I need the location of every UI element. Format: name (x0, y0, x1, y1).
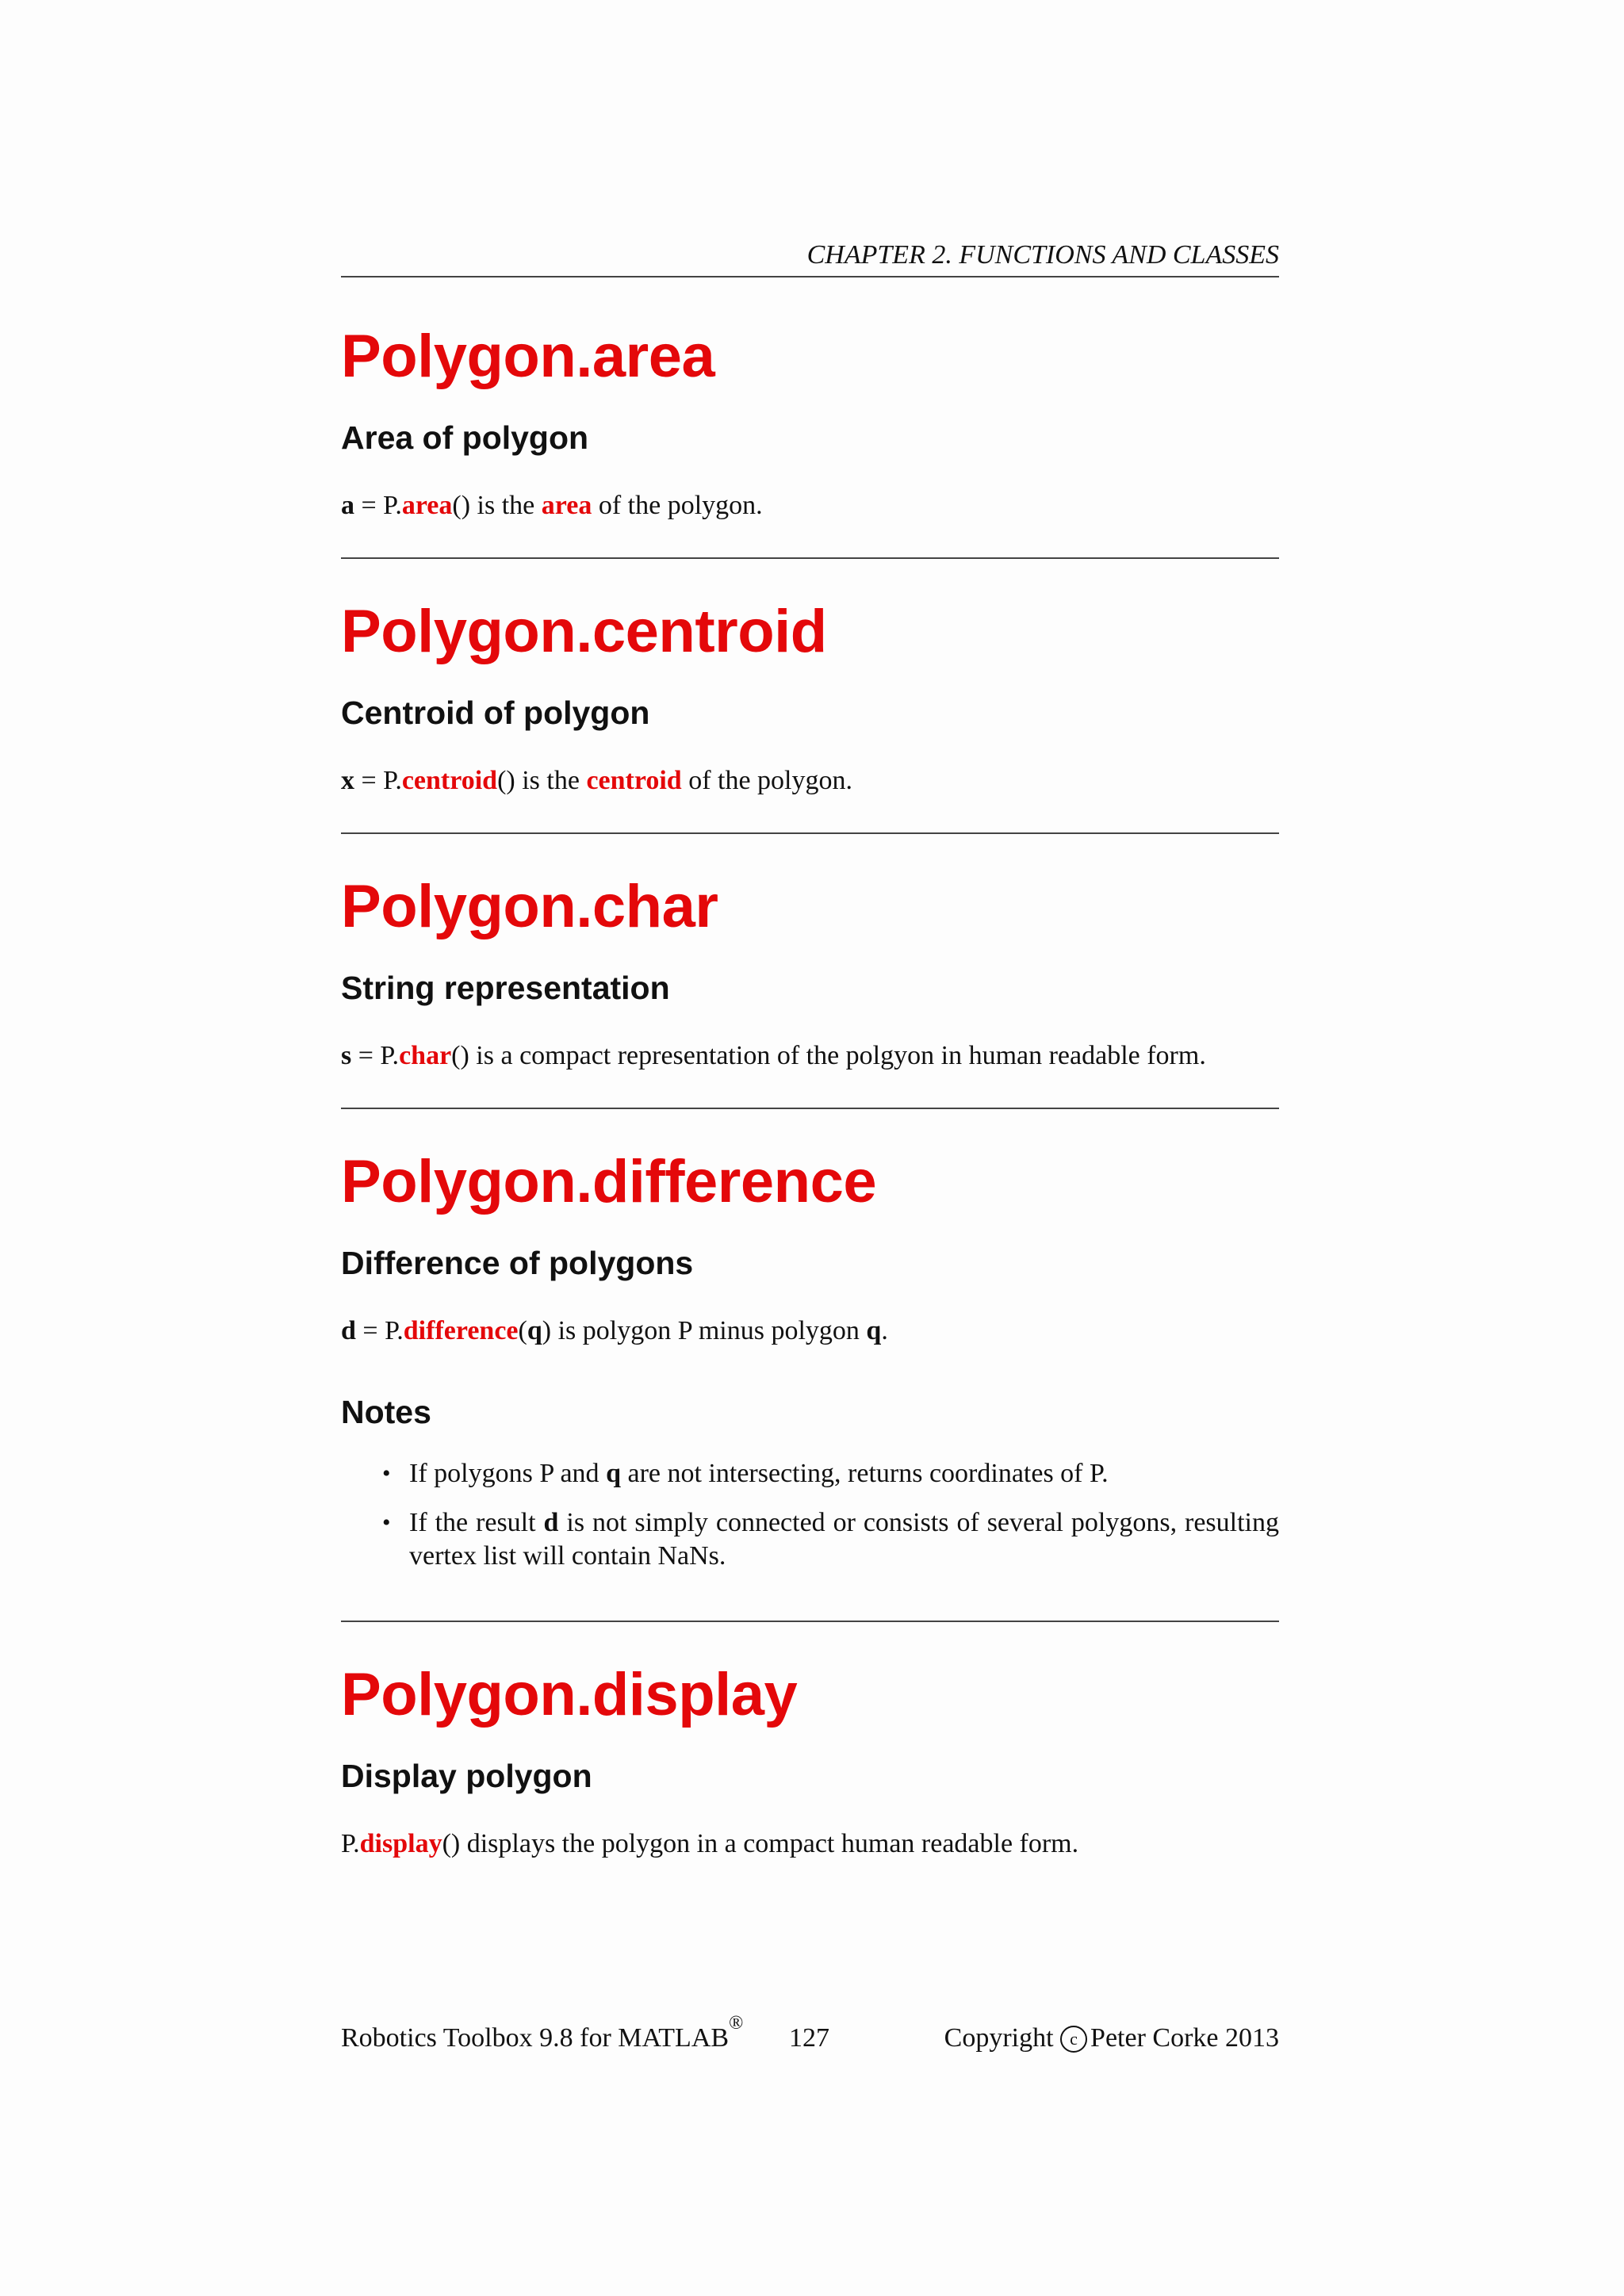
entry-description (341, 1038, 1279, 1074)
desc-text: . (881, 1316, 888, 1345)
bullet-icon: • (382, 1510, 391, 1536)
return-var: a (341, 491, 354, 520)
entry-polygon-difference (341, 1146, 1279, 1622)
note-var: d (543, 1508, 559, 1537)
entry-subtitle: Area of polygon (341, 419, 589, 456)
method-name: display (359, 1829, 442, 1858)
page-footer (341, 2013, 1279, 2060)
desc-text: = P. (354, 766, 402, 795)
entry-title: Polygon.char (341, 873, 718, 940)
desc-text: ( (518, 1316, 527, 1345)
notes-heading: Notes (341, 1394, 431, 1430)
desc-text: of the polygon. (681, 766, 852, 795)
footer-title (341, 2013, 744, 2057)
footer-title-text: Robotics Toolbox 9.8 for MATLAB (341, 2023, 730, 2053)
entry-polygon-char (341, 871, 1279, 1109)
running-header: CHAPTER 2. FUNCTIONS AND CLASSES (341, 238, 1279, 277)
copyright-text: Copyright (944, 2023, 1061, 2053)
entry-polygon-centroid (341, 596, 1279, 834)
note-text: If the result (409, 1508, 544, 1537)
entry-title: Polygon.difference (341, 1148, 877, 1215)
copyright-text: Peter Corke 2013 (1090, 2023, 1279, 2053)
method-name: area (541, 491, 592, 520)
arg-var: q (527, 1316, 542, 1345)
entry-description (341, 763, 1279, 799)
entry-subtitle: Display polygon (341, 1758, 592, 1794)
desc-text: () is the (452, 491, 542, 520)
desc-text: () is the (497, 766, 587, 795)
entry-polygon-area (341, 321, 1279, 559)
page-number: 127 (789, 2023, 829, 2053)
arg-var: q (866, 1316, 882, 1345)
desc-text: () displays the polygon in a compact human readable form. (442, 1829, 1079, 1858)
entry-subtitle: Difference of polygons (341, 1245, 694, 1281)
bullet-icon: • (382, 1460, 391, 1487)
return-var: d (341, 1316, 356, 1345)
desc-text: = P. (354, 491, 402, 520)
entry-title: Polygon.area (341, 323, 715, 390)
desc-text: P. (341, 1829, 360, 1858)
entry-description (341, 1826, 1279, 1862)
copyright-icon: c (1060, 2026, 1087, 2053)
return-var: x (341, 766, 354, 795)
entry-title: Polygon.display (341, 1661, 798, 1728)
note-item (341, 1506, 1279, 1573)
method-name: centroid (401, 766, 498, 795)
method-name: centroid (586, 766, 682, 795)
footer-copyright (944, 2020, 1279, 2057)
registered-mark: ® (729, 2013, 744, 2034)
entry-description (341, 1313, 1279, 1349)
method-name: area (401, 491, 453, 520)
desc-text: = P. (355, 1316, 404, 1345)
desc-text: () is a compact representation of the polgyon in human readable form. (451, 1041, 1206, 1070)
note-text: is not simply connected or consists of several polygons, resulting vertex list will contain NaNs. (409, 1508, 1280, 1571)
desc-text: ) is polygon P minus polygon (542, 1316, 867, 1345)
entry-description (341, 488, 1279, 524)
entry-subtitle: String representation (341, 970, 670, 1006)
entry-subtitle: Centroid of polygon (341, 695, 650, 731)
notes-list (341, 1457, 1279, 1573)
document-page (341, 0, 1279, 2296)
method-name: difference (403, 1316, 519, 1345)
note-item (341, 1457, 1279, 1490)
entry-title: Polygon.centroid (341, 598, 827, 665)
note-var: q (606, 1459, 621, 1488)
method-name: char (399, 1041, 452, 1070)
return-var: s (341, 1041, 352, 1070)
note-text: are not intersecting, returns coordinates of P. (620, 1459, 1109, 1488)
note-text: If polygons P and (409, 1459, 607, 1488)
desc-text: = P. (351, 1041, 400, 1070)
entry-polygon-display (341, 1659, 1279, 1881)
desc-text: of the polygon. (592, 491, 763, 520)
